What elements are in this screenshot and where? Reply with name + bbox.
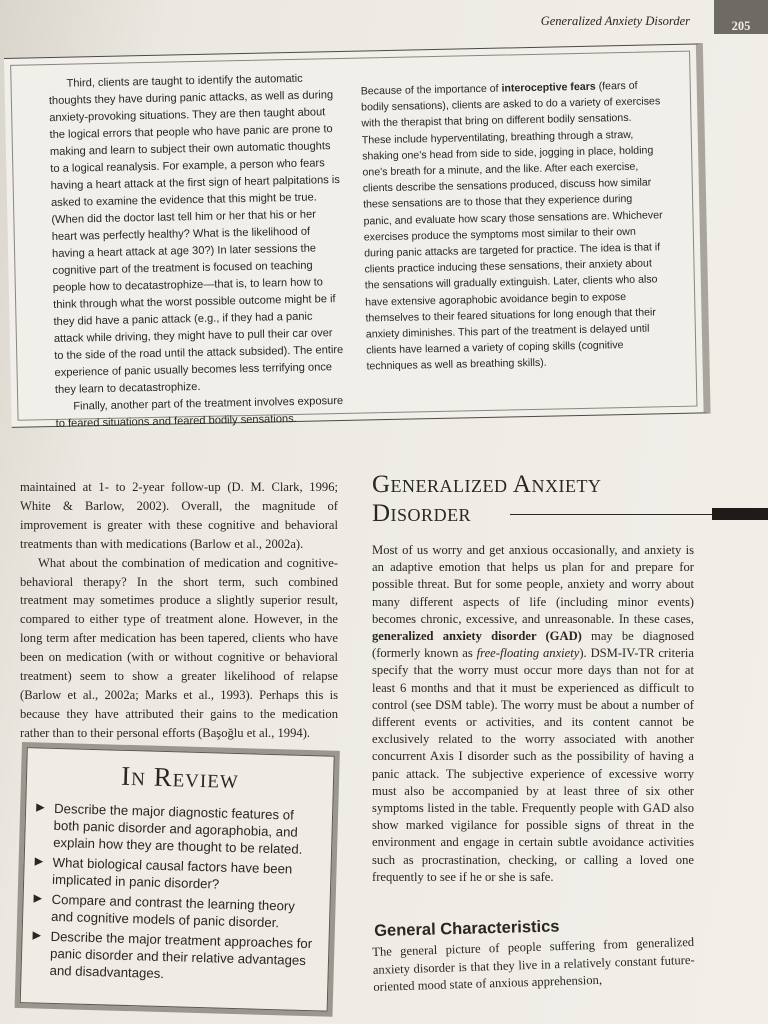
treatment-box-left-column [48, 70, 345, 433]
left-column [20, 478, 338, 743]
in-review-item: ▶ Compare and contrast the learning theory and cognitive models of panic disorder. [33, 891, 296, 931]
in-review-panel [20, 747, 335, 1012]
in-review-item: ▶ Describe the major diagnostic features of both panic disorder and agoraphobia, and explain how they are thought to be related. [36, 800, 303, 857]
treatment-box-paragraph: Because of the importance of interoceptive fears (fears of bodily sensations), clients are asked to do a variety of exercises with the therapist that bring on different bodily sensations. These include hyperventilating, breathing through a straw, shaking one's head from side to side, jogging in place, holding one's breath for a minute, and the like. After each exercise, clients describe the sensations produced, discuss how similar these sensations are to those that they experience during panic, and evaluate how scary those sensations are. Whichever exercises produce the symptoms most similar to their own during panic attacks are targeted for practice. The idea is that if clients practice inducing these sensations, their anxiety about the sensations will gradually extinguish. Later, clients who also have extensive agoraphobic avoidance begin to expose themselves to their feared situations for long enough that their anxiety diminishes. This part of the treatment is delayed until clients have learned a variety of coping skills (cognitive techniques as well as breathing skills). [360, 79, 663, 373]
treatment-box-right-column [361, 77, 667, 375]
triangle-bullet-icon: ▶ [34, 855, 44, 868]
triangle-bullet-icon: ▶ [36, 801, 45, 814]
in-review-list [31, 799, 322, 986]
in-review-title: In Review [120, 760, 240, 795]
in-review-item: ▶ What biological causal factors have been implicated in panic disorder? [34, 854, 293, 892]
body-paragraph: maintained at 1- to 2-year follow-up (D. M. Clark, 1996; White & Barlow, 2002). Overall, the magnitude of improvement is greater with these cognitive and behavioral treatments than with medications (Barlow et al., 2002a). [20, 480, 338, 551]
triangle-bullet-icon: ▶ [32, 929, 42, 942]
section-marker [712, 508, 768, 520]
section-title: Generalized Anxiety Disorder [372, 471, 602, 527]
term-gad: generalized anxiety disorder (GAD) [372, 629, 582, 644]
treatment-box [4, 43, 711, 428]
body-paragraph: Most of us worry and get anxious occasionally, and anxiety is an adaptive emotion that helps us plan for and prepare for possible threat. But for some people, anxiety and worry about many different aspects of life (including minor events) becomes chronic, excessive, and unreasonable. In these cases, generalized anxiety disorder (GAD) may be diagnosed (formerly known as free-floating anxiety). DSM-IV-TR criteria specify that the worry must occur more days than not for at least 6 months and that it must be experienced as difficult to control (see DSM table). The worry must be about a number of different events or activities, and its content cannot be exclusively related to the worry associated with another concurrent Axis I disorder such as the possibility of having a panic attack. The subjective experience of excessive worry must also be accompanied by at least three of six other symptoms listed in the table. Frequently people with GAD also show marked vigilance for possible signs of threat in the environment and engage in certain subtle avoidance activities such as procrastination, checking, or calling a loved one frequently to see if he or she is safe. [372, 543, 694, 884]
page-number: 205 [714, 0, 768, 34]
subsection-heading: General Characteristics [374, 917, 560, 940]
body-paragraph: The general picture of people suffering from generalized anxiety disorder is that they live in a relatively constant future-oriented mood state of anxious apprehension, [372, 934, 695, 994]
section-rule [510, 514, 712, 515]
in-review-item: ▶ Describe the major treatment approaches for panic disorder and their relative advantages and disadvantages. [32, 928, 313, 982]
right-column [372, 542, 694, 886]
term-free-floating-anxiety: free-floating anxiety [476, 646, 580, 661]
treatment-box-paragraph: Third, clients are taught to identify the automatic thoughts they have during panic attacks, as well as during anxiety-provoking situations. They are then taught about the logical errors that people who have panic are prone to making and learn to subject their own automatic thoughts to a logical reanalysis. For example, a person who fears having a heart attack at the first sign of heart palpitations is asked to examine the evidence that this might be true. (When did the doctor last tell him or her that his or her heart was perfectly healthy? What is the likelihood of having a heart attack at age 30?) In later sessions the cognitive part of the treatment is focused on teaching people how to decatastrophize—that is, to learn how to think through what the worst possible outcome might be if they did have a panic attack (e.g., if they had a panic attack while driving, they might have to pull their car over to the side of the road until the attack subsided). The entire experience of panic usually becomes less terrifying once they learn to decatastrophize. [48, 72, 344, 397]
in-review-box [15, 742, 340, 1017]
running-head: Generalized Anxiety Disorder [540, 14, 690, 28]
term-interoceptive-fears: interoceptive fears [501, 80, 596, 95]
right-column-continued [372, 934, 695, 997]
body-paragraph: What about the combination of medication and cognitive-behavioral therapy? In the short term, such combined treatment may sometimes produce a slightly superior result, compared to either type of treatment alone. However, in the long term after medication has been tapered, clients who have been on medication (with or without cognitive or behavioral treatment) seem to show a greater likelihood of relapse (Barlow et al., 2002a; Marks et al., 1993). Perhaps this is because they have attributed their gains to the medication rather than to their personal efforts (Başoğlu et al., 1994). [20, 555, 338, 740]
treatment-box-paragraph: Finally, another part of the treatment involves exposure to feared situations and feared bodily sensations. [55, 394, 344, 430]
triangle-bullet-icon: ▶ [33, 892, 43, 905]
